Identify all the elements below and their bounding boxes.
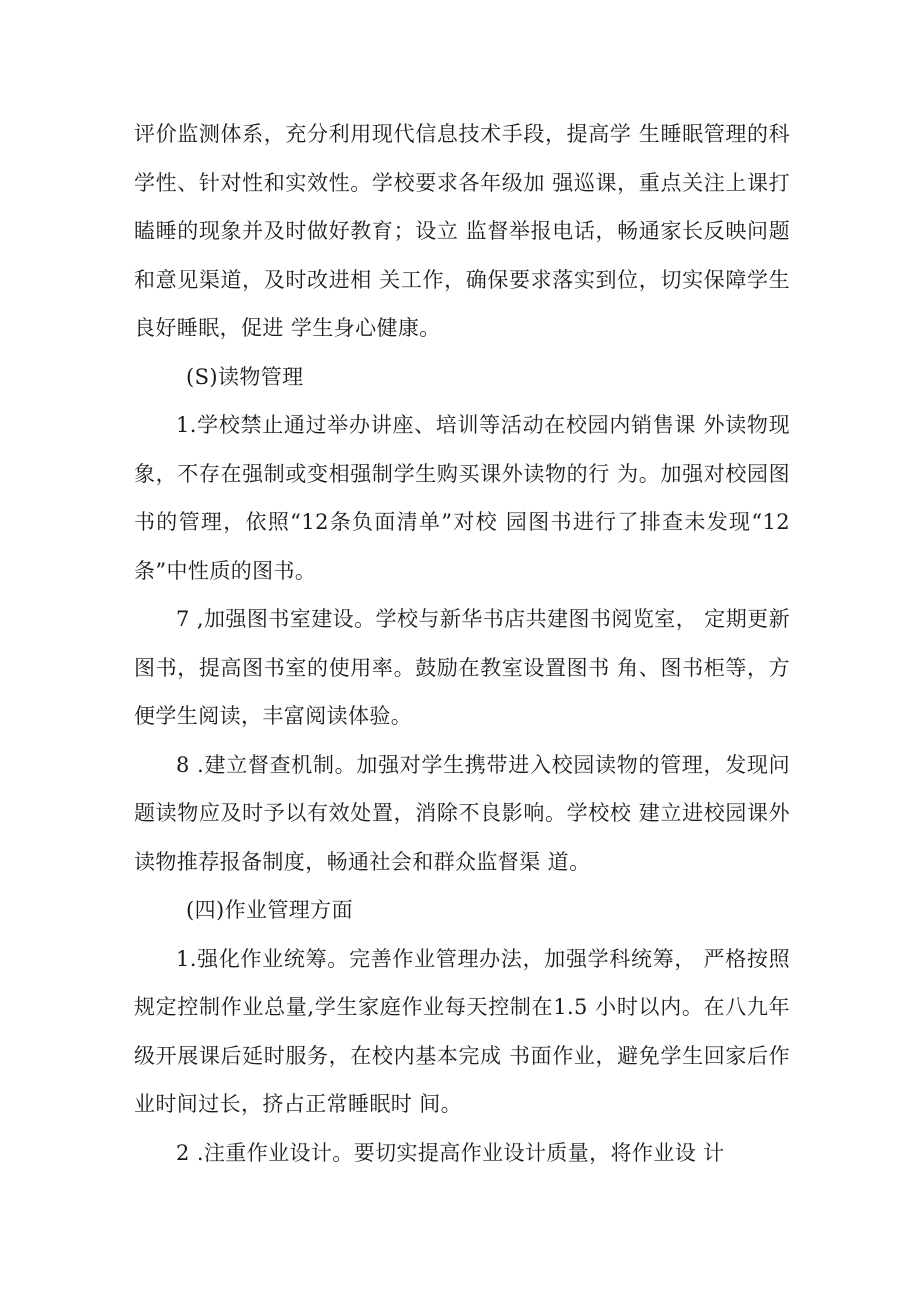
document-body xyxy=(134,110,790,1177)
paragraph-homework-2: 2 .注重作业设计。要切实提高作业设计质量，将作业设 计 xyxy=(176,1140,725,1165)
section-heading-reading-materials: (S)读物管理 xyxy=(186,364,304,389)
paragraph-homework-1: 1.强化作业统筹。完善作业管理办法，加强学科统筹， 严格按照规定控制作业总量,学生家庭作业每天控制在1.5 小时以内。在八九年级开展课后延时服务，在校内基本完成 书面作业，避免学生回家后作业时间过长，挤占正常睡眠时 间。 xyxy=(134,946,790,1116)
section-heading-homework: (四)作业管理方面 xyxy=(186,898,353,922)
paragraph-reading-7: 7 ,加强图书室建设。学校与新华书店共建图书阅览室， 定期更新图书，提高图书室的使用率。鼓励在教室设置图书 角、图书柜等，方便学生阅读，丰富阅读体验。 xyxy=(134,607,790,728)
paragraph-sleep-evaluation: 评价监测体系，充分利用现代信息技术手段，提高学 生睡眠管理的科学性、针对性和实效性。学校要求各年级加 强巡课，重点关注上课打瞌睡的现象并及时做好教育；设立 监督举报电话，畅通家长反映问题和意见渠道，及时改进相 关工作，确保要求落实到位，切实保障学生良好睡眠，促进 学生身心健康。 xyxy=(134,122,790,340)
paragraph-reading-8: 8 .建立督查机制。加强对学生携带进入校园读物的管理，发现问题读物应及时予以有效处置，消除不良影响。学校校 建立进校园课外读物推荐报备制度，畅通社会和群众监督渠 道。 xyxy=(134,752,790,874)
paragraph-reading-1: 1.学校禁止通过举办讲座、培训等活动在校园内销售课 外读物现象，不存在强制或变相强制学生购买课外读物的行 为。加强对校园图书的管理，依照“12条负面清单”对校 园图书进行了排查未发现“12条”中性质的图书。 xyxy=(134,413,790,583)
